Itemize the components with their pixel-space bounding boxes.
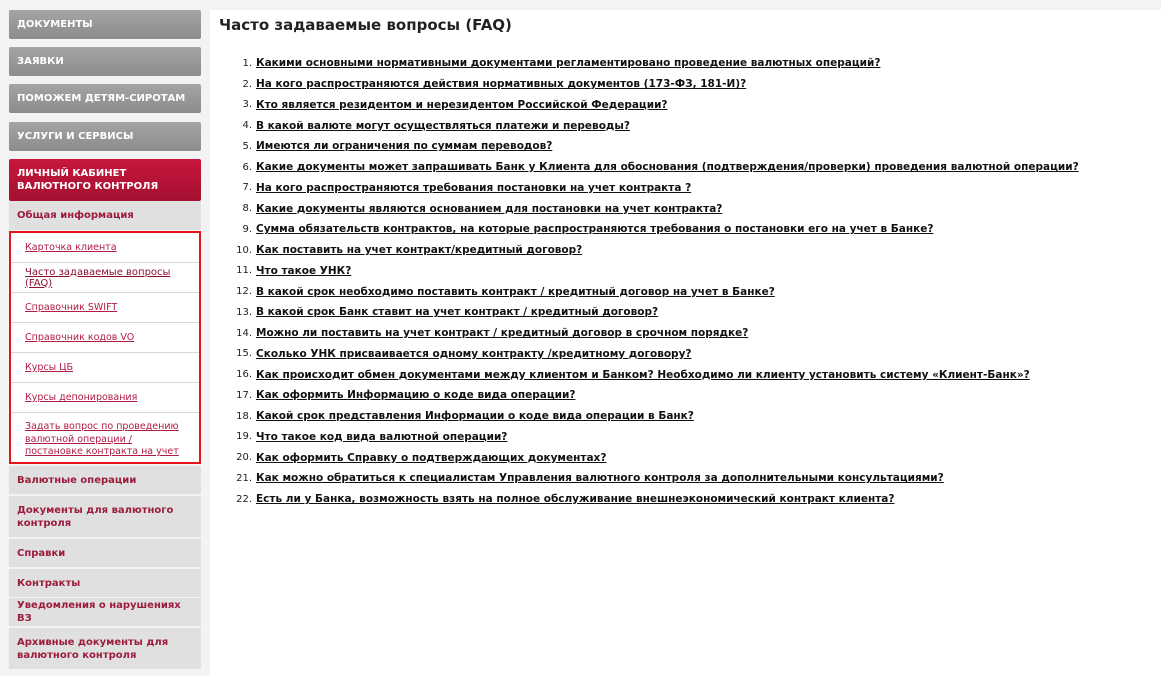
nav-certificates[interactable]: Справки	[9, 538, 201, 567]
faq-number: 13.	[236, 306, 252, 318]
faq-number: 14.	[236, 327, 252, 339]
faq-number: 7.	[242, 182, 252, 194]
nav-contracts[interactable]: Контракты	[9, 568, 201, 597]
faq-item	[230, 302, 1079, 323]
faq-question-link[interactable]: Как оформить Информацию о коде вида операции?	[256, 389, 576, 402]
faq-item	[230, 261, 1079, 282]
faq-number: 19.	[236, 431, 252, 443]
nav-documents[interactable]: ДОКУМЕНТЫ	[9, 10, 201, 39]
faq-number: 20.	[236, 452, 252, 464]
faq-number: 2.	[242, 78, 252, 90]
faq-item	[230, 219, 1079, 240]
faq-number: 9.	[242, 223, 252, 235]
faq-number: 6.	[242, 161, 252, 173]
faq-question-link[interactable]: Что такое код вида валютной операции?	[256, 430, 508, 443]
sub-link-faq[interactable]: Часто задаваемые вопросы (FAQ)	[11, 263, 199, 293]
nav-archive-docs[interactable]: Архивные документы для валютного контроля	[9, 627, 201, 669]
faq-question-link[interactable]: На кого распространяются действия нормативных документов (173-ФЗ, 181-И)?	[256, 78, 747, 91]
faq-item	[230, 489, 1079, 510]
faq-question-link[interactable]: Какие документы может запрашивать Банк у Клиента для обоснования (подтверждения/проверки) проведения валютной операции?	[256, 161, 1079, 174]
faq-question-link[interactable]: Имеются ли ограничения по суммам переводов?	[256, 140, 553, 153]
nav-currency-control-cabinet[interactable]: ЛИЧНЫЙ КАБИНЕТ ВАЛЮТНОГО КОНТРОЛЯ	[9, 159, 201, 201]
faq-number: 15.	[236, 348, 252, 360]
sub-link-deposit-rates[interactable]: Курсы депонирования	[11, 383, 199, 413]
faq-question-link[interactable]: Можно ли поставить на учет контракт / кредитный договор в срочном порядке?	[256, 327, 749, 340]
sub-heading-general-info[interactable]: Общая информация	[9, 201, 201, 230]
faq-number: 1.	[242, 57, 252, 69]
faq-item	[230, 74, 1079, 95]
faq-question-link[interactable]: Как оформить Справку о подтверждающих документах?	[256, 451, 607, 464]
nav-violation-notices[interactable]: Уведомления о нарушениях ВЗ	[9, 597, 201, 626]
sub-link-vo-codes[interactable]: Справочник кодов VO	[11, 323, 199, 353]
faq-number: 12.	[236, 286, 252, 298]
sub-menu-box	[9, 231, 201, 464]
faq-question-link[interactable]: Какие документы являются основанием для постановки на учет контракта?	[256, 202, 723, 215]
faq-number: 22.	[236, 493, 252, 505]
faq-item	[230, 385, 1079, 406]
faq-question-link[interactable]: В какой валюте могут осуществляться платежи и переводы?	[256, 119, 630, 132]
faq-question-link[interactable]: Как происходит обмен документами между клиентом и Банком? Необходимо ли клиенту установить систему «Клиент-Банк»?	[256, 368, 1030, 381]
faq-question-link[interactable]: Какой срок представления Информации о коде вида операции в Банк?	[256, 410, 694, 423]
faq-question-link[interactable]: В какой срок Банк ставит на учет контракт / кредитный договор?	[256, 306, 659, 319]
faq-item	[230, 178, 1079, 199]
faq-item	[230, 447, 1079, 468]
faq-number: 17.	[236, 389, 252, 401]
sidebar	[0, 0, 210, 676]
faq-item	[230, 198, 1079, 219]
faq-number: 4.	[242, 120, 252, 132]
faq-number: 8.	[242, 203, 252, 215]
sub-link-client-card[interactable]: Карточка клиента	[11, 233, 199, 263]
faq-question-link[interactable]: Сумма обязательств контрактов, на которые распространяются требования о постановки его на учет в Банке?	[256, 223, 934, 236]
faq-item	[230, 427, 1079, 448]
nav-currency-operations[interactable]: Валютные операции	[9, 465, 201, 494]
faq-question-link[interactable]: Как можно обратиться к специалистам Управления валютного контроля за дополнительными консультациями?	[256, 472, 944, 485]
sub-link-cb-rates[interactable]: Курсы ЦБ	[11, 353, 199, 383]
faq-item	[230, 281, 1079, 302]
faq-list	[230, 53, 1079, 510]
page-title: Часто задаваемые вопросы (FAQ)	[219, 16, 512, 34]
faq-item	[230, 344, 1079, 365]
faq-number: 11.	[236, 265, 252, 277]
faq-question-link[interactable]: Какими основными нормативными документами регламентировано проведение валютных операций?	[256, 57, 881, 70]
faq-number: 3.	[242, 99, 252, 111]
faq-item	[230, 240, 1079, 261]
sub-link-ask-question[interactable]: Задать вопрос по проведению валютной операции / постановке контракта на учет	[25, 421, 179, 457]
faq-item	[230, 136, 1079, 157]
faq-question-link[interactable]: Сколько УНК присваивается одному контракту /кредитному договору?	[256, 347, 692, 360]
faq-number: 16.	[236, 369, 252, 381]
main-content	[210, 10, 1161, 676]
faq-item	[230, 53, 1079, 74]
faq-question-link[interactable]: Есть ли у Банка, возможность взять на полное обслуживание внешнеэкономический контракт клиента?	[256, 493, 895, 506]
sub-link-swift[interactable]: Справочник SWIFT	[11, 293, 199, 323]
faq-question-link[interactable]: На кого распространяются требования постановки на учет контракта ?	[256, 181, 692, 194]
faq-item	[230, 364, 1079, 385]
faq-item	[230, 95, 1079, 116]
nav-currency-control-docs[interactable]: Документы для валютного контроля	[9, 495, 201, 537]
faq-question-link[interactable]: Как поставить на учет контракт/кредитный договор?	[256, 244, 583, 257]
nav-services[interactable]: УСЛУГИ И СЕРВИСЫ	[9, 122, 201, 151]
faq-number: 18.	[236, 410, 252, 422]
faq-question-link[interactable]: В какой срок необходимо поставить контракт / кредитный договор на учет в Банке?	[256, 285, 775, 298]
faq-number: 5.	[242, 140, 252, 152]
faq-item	[230, 406, 1079, 427]
faq-number: 21.	[236, 472, 252, 484]
nav-help-orphans[interactable]: ПОМОЖЕМ ДЕТЯМ-СИРОТАМ	[9, 84, 201, 113]
faq-item	[230, 468, 1079, 489]
faq-item	[230, 115, 1079, 136]
faq-question-link[interactable]: Кто является резидентом и нерезидентом Российской Федерации?	[256, 98, 668, 111]
faq-question-link[interactable]: Что такое УНК?	[256, 264, 352, 277]
nav-requests[interactable]: ЗАЯВКИ	[9, 47, 201, 76]
faq-number: 10.	[236, 244, 252, 256]
faq-item	[230, 157, 1079, 178]
faq-item	[230, 323, 1079, 344]
